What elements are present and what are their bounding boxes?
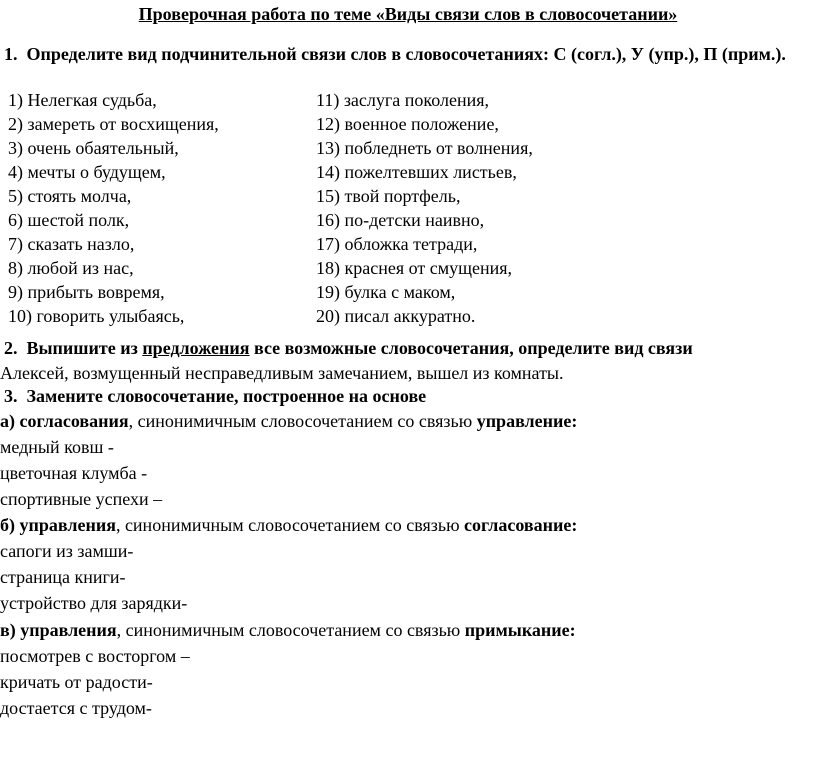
task-3c-mid: , синонимичным словосочетанием со связью (116, 620, 465, 640)
task-2-text-start: Выпишите из (26, 338, 143, 358)
task-1-list (8, 88, 608, 328)
task-3-heading (4, 384, 816, 408)
task-1-heading (4, 42, 812, 66)
task-2-underlined-word: предложения (142, 338, 250, 358)
task-3a-type: управление: (476, 411, 578, 431)
task-3c-instruction (0, 617, 816, 643)
task-3a-instruction (0, 408, 816, 434)
list-item: 20) писал аккуратно. (316, 306, 476, 326)
list-item: 15) твой портфель, (316, 186, 461, 206)
list-row (8, 184, 608, 208)
task-3b (0, 512, 816, 616)
list-item: 5) стоять молча, (8, 186, 132, 206)
task-3a-mid: , синонимичным словосочетанием со связью (128, 411, 477, 431)
task-2-text-end: все возможные словосочетания, определите вид связи (249, 338, 693, 358)
list-item: кричать от радости- (0, 672, 153, 692)
task-2-number: 2. (4, 338, 18, 358)
task-3b-instruction (0, 512, 816, 538)
page-title: Проверочная работа по теме «Виды связи слов в словосочетании» (138, 4, 678, 24)
list-item: 3) очень обаятельный, (8, 138, 179, 158)
list-item: 2) замереть от восхищения, (8, 114, 219, 134)
list-row (8, 280, 608, 304)
list-row (8, 136, 608, 160)
task-1-text: Определите вид подчинительной связи слов в словосочетаниях: С (согл.), У (упр.), П (прим.). (26, 44, 786, 64)
list-item: 4) мечты о будущем, (8, 162, 166, 182)
list-item: 10) говорить улыбаясь, (8, 306, 185, 326)
list-item: 12) военное положение, (316, 114, 499, 134)
list-item: устройство для зарядки- (0, 593, 188, 613)
list-item: 8) любой из нас, (8, 258, 134, 278)
list-item: 6) шестой полк, (8, 210, 130, 230)
task-3b-mid: , синонимичным словосочетанием со связью (115, 515, 465, 535)
task-3c-type: примыкание: (464, 620, 576, 640)
list-item: страница книги- (0, 567, 126, 587)
task-1-number: 1. (4, 44, 18, 64)
list-item: спортивные успехи – (0, 489, 163, 509)
list-item: 11) заслуга поколения, (316, 90, 490, 110)
list-item: 14) пожелтевших листьев, (316, 162, 517, 182)
list-item: 9) прибыть вовремя, (8, 282, 165, 302)
task-2-sentence: Алексей, возмущенный несправедливым замечанием, вышел из комнаты. (0, 363, 564, 383)
list-item: сапоги из замши- (0, 541, 134, 561)
list-item: 16) по-детски наивно, (316, 210, 485, 230)
task-2-heading (4, 336, 816, 360)
list-item: 13) побледнеть от волнения, (316, 138, 533, 158)
list-item: 7) сказать назло, (8, 234, 135, 254)
task-3a (0, 408, 816, 512)
list-item: 18) краснея от смущения, (316, 258, 513, 278)
list-item: медный ковш - (0, 437, 114, 457)
list-row (8, 304, 608, 328)
task-3b-label: б) управления (0, 515, 116, 535)
task-3c-label: в) управления (0, 620, 117, 640)
task-3-text: Замените словосочетание, построенное на основе (26, 386, 427, 406)
list-item: цветочная клумба - (0, 463, 148, 483)
list-row (8, 208, 608, 232)
list-row (8, 256, 608, 280)
list-row (8, 112, 608, 136)
list-item: 19) булка с маком, (316, 282, 456, 302)
task-3-number: 3. (4, 386, 18, 406)
task-3c (0, 617, 816, 721)
list-item: 17) обложка тетради, (316, 234, 478, 254)
task-3a-label: а) согласования (0, 411, 129, 431)
list-row (8, 88, 608, 112)
list-row (8, 232, 608, 256)
list-item: 1) Нелегкая судьба, (8, 90, 157, 110)
list-item: посмотрев с восторгом – (0, 646, 190, 666)
list-row (8, 160, 608, 184)
task-3b-type: согласование: (464, 515, 578, 535)
list-item: достается с трудом- (0, 698, 152, 718)
